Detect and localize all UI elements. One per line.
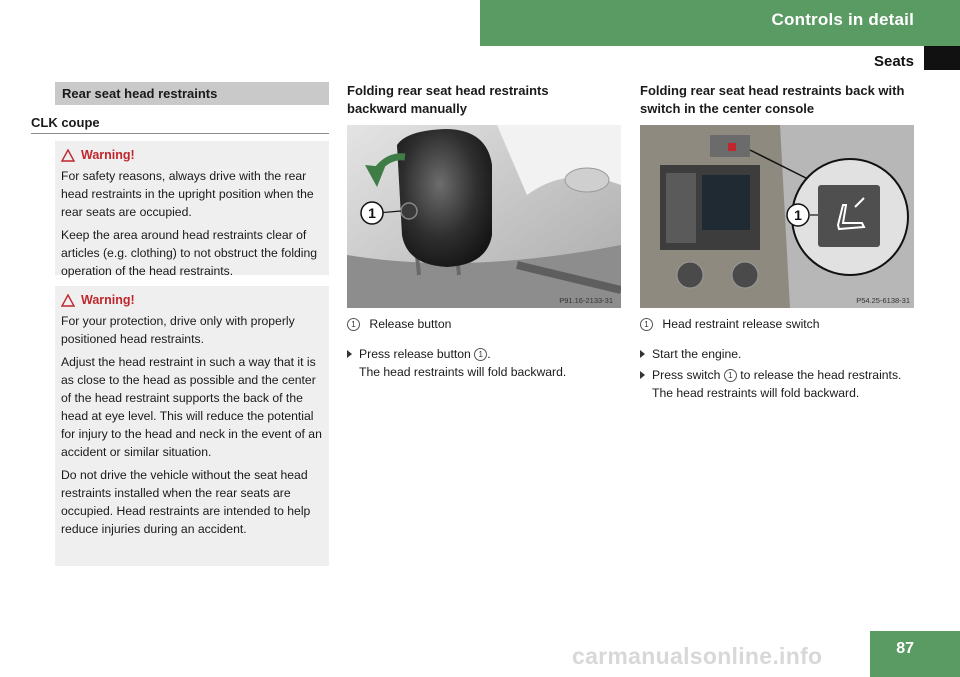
number-circle: 1 [347, 318, 360, 331]
switch-fold-heading: Folding rear seat head restraints back with switch in the center console [640, 83, 905, 116]
chapter-title: Controls in detail [771, 10, 914, 29]
section-title: Seats [873, 53, 914, 70]
step-result: The head restraints will fold backward. [359, 365, 567, 379]
callout-1: 1 [794, 207, 802, 223]
callout-1: 1 [368, 205, 376, 221]
page-number-box [870, 631, 960, 677]
section-marker [924, 46, 960, 70]
image-code: P54.25-6138-31 [856, 296, 910, 305]
warning-text: Do not drive the vehicle without the seat head restraints installed when the rear seats are occupied. Head restraints are intended to help reduce injuries during an accident. [61, 468, 311, 536]
manual-fold-heading: Folding rear seat head restraints backward manually [347, 83, 549, 116]
console-photo [640, 125, 914, 308]
warning-triangle-icon [61, 294, 75, 307]
warning-text: For your protection, drive only with properly positioned head restraints. [61, 314, 295, 346]
warning-triangle-icon [61, 149, 75, 162]
step-press-release: Press release button 1 . The head restraints will fold backward. [347, 345, 621, 381]
model-subheading: CLK coupe [31, 115, 100, 130]
watermark: carmanualsonline.info [572, 643, 823, 669]
divider [31, 133, 329, 134]
warning-title: Warning! [61, 146, 323, 164]
warning-text: Adjust the head restraint in such a way that it is as close to the head as possible and the center of the head restraint supports the back of the head at eye level. This will reduce the potential for injury to the head and neck in the event of an accident or similar situation. [61, 355, 322, 459]
headrest-photo [347, 125, 621, 308]
step-arrow-icon [640, 371, 645, 379]
legend-release-button: 1 Release button [347, 315, 621, 333]
page-number: 87 [896, 640, 914, 657]
step-press-switch: Press switch 1 to release the head restraints. The head restraints will fold backward. [640, 366, 920, 402]
step-start-engine: Start the engine. [640, 345, 920, 363]
warning-text: For safety reasons, always drive with the rear head restraints in the upright position when the rear seats are occupied. [61, 169, 314, 219]
number-circle: 1 [724, 369, 737, 382]
step-arrow-icon [640, 350, 645, 358]
step-arrow-icon [347, 350, 352, 358]
warning-text: Keep the area around head restraints clear of articles (e.g. clothing) to not obstruct the folding operation of the head restraints. [61, 228, 318, 278]
step-result: The head restraints will fold backward. [652, 386, 860, 400]
warning-box-2 [55, 286, 329, 566]
number-circle: 1 [474, 348, 487, 361]
legend-release-switch: 1 Head restraint release switch [640, 315, 920, 333]
number-circle: 1 [640, 318, 653, 331]
section-heading: Rear seat head restraints [55, 82, 329, 105]
warning-title: Warning! [61, 291, 323, 309]
image-code: P91.16-2133-31 [559, 296, 613, 305]
warning-box-1 [55, 141, 329, 278]
